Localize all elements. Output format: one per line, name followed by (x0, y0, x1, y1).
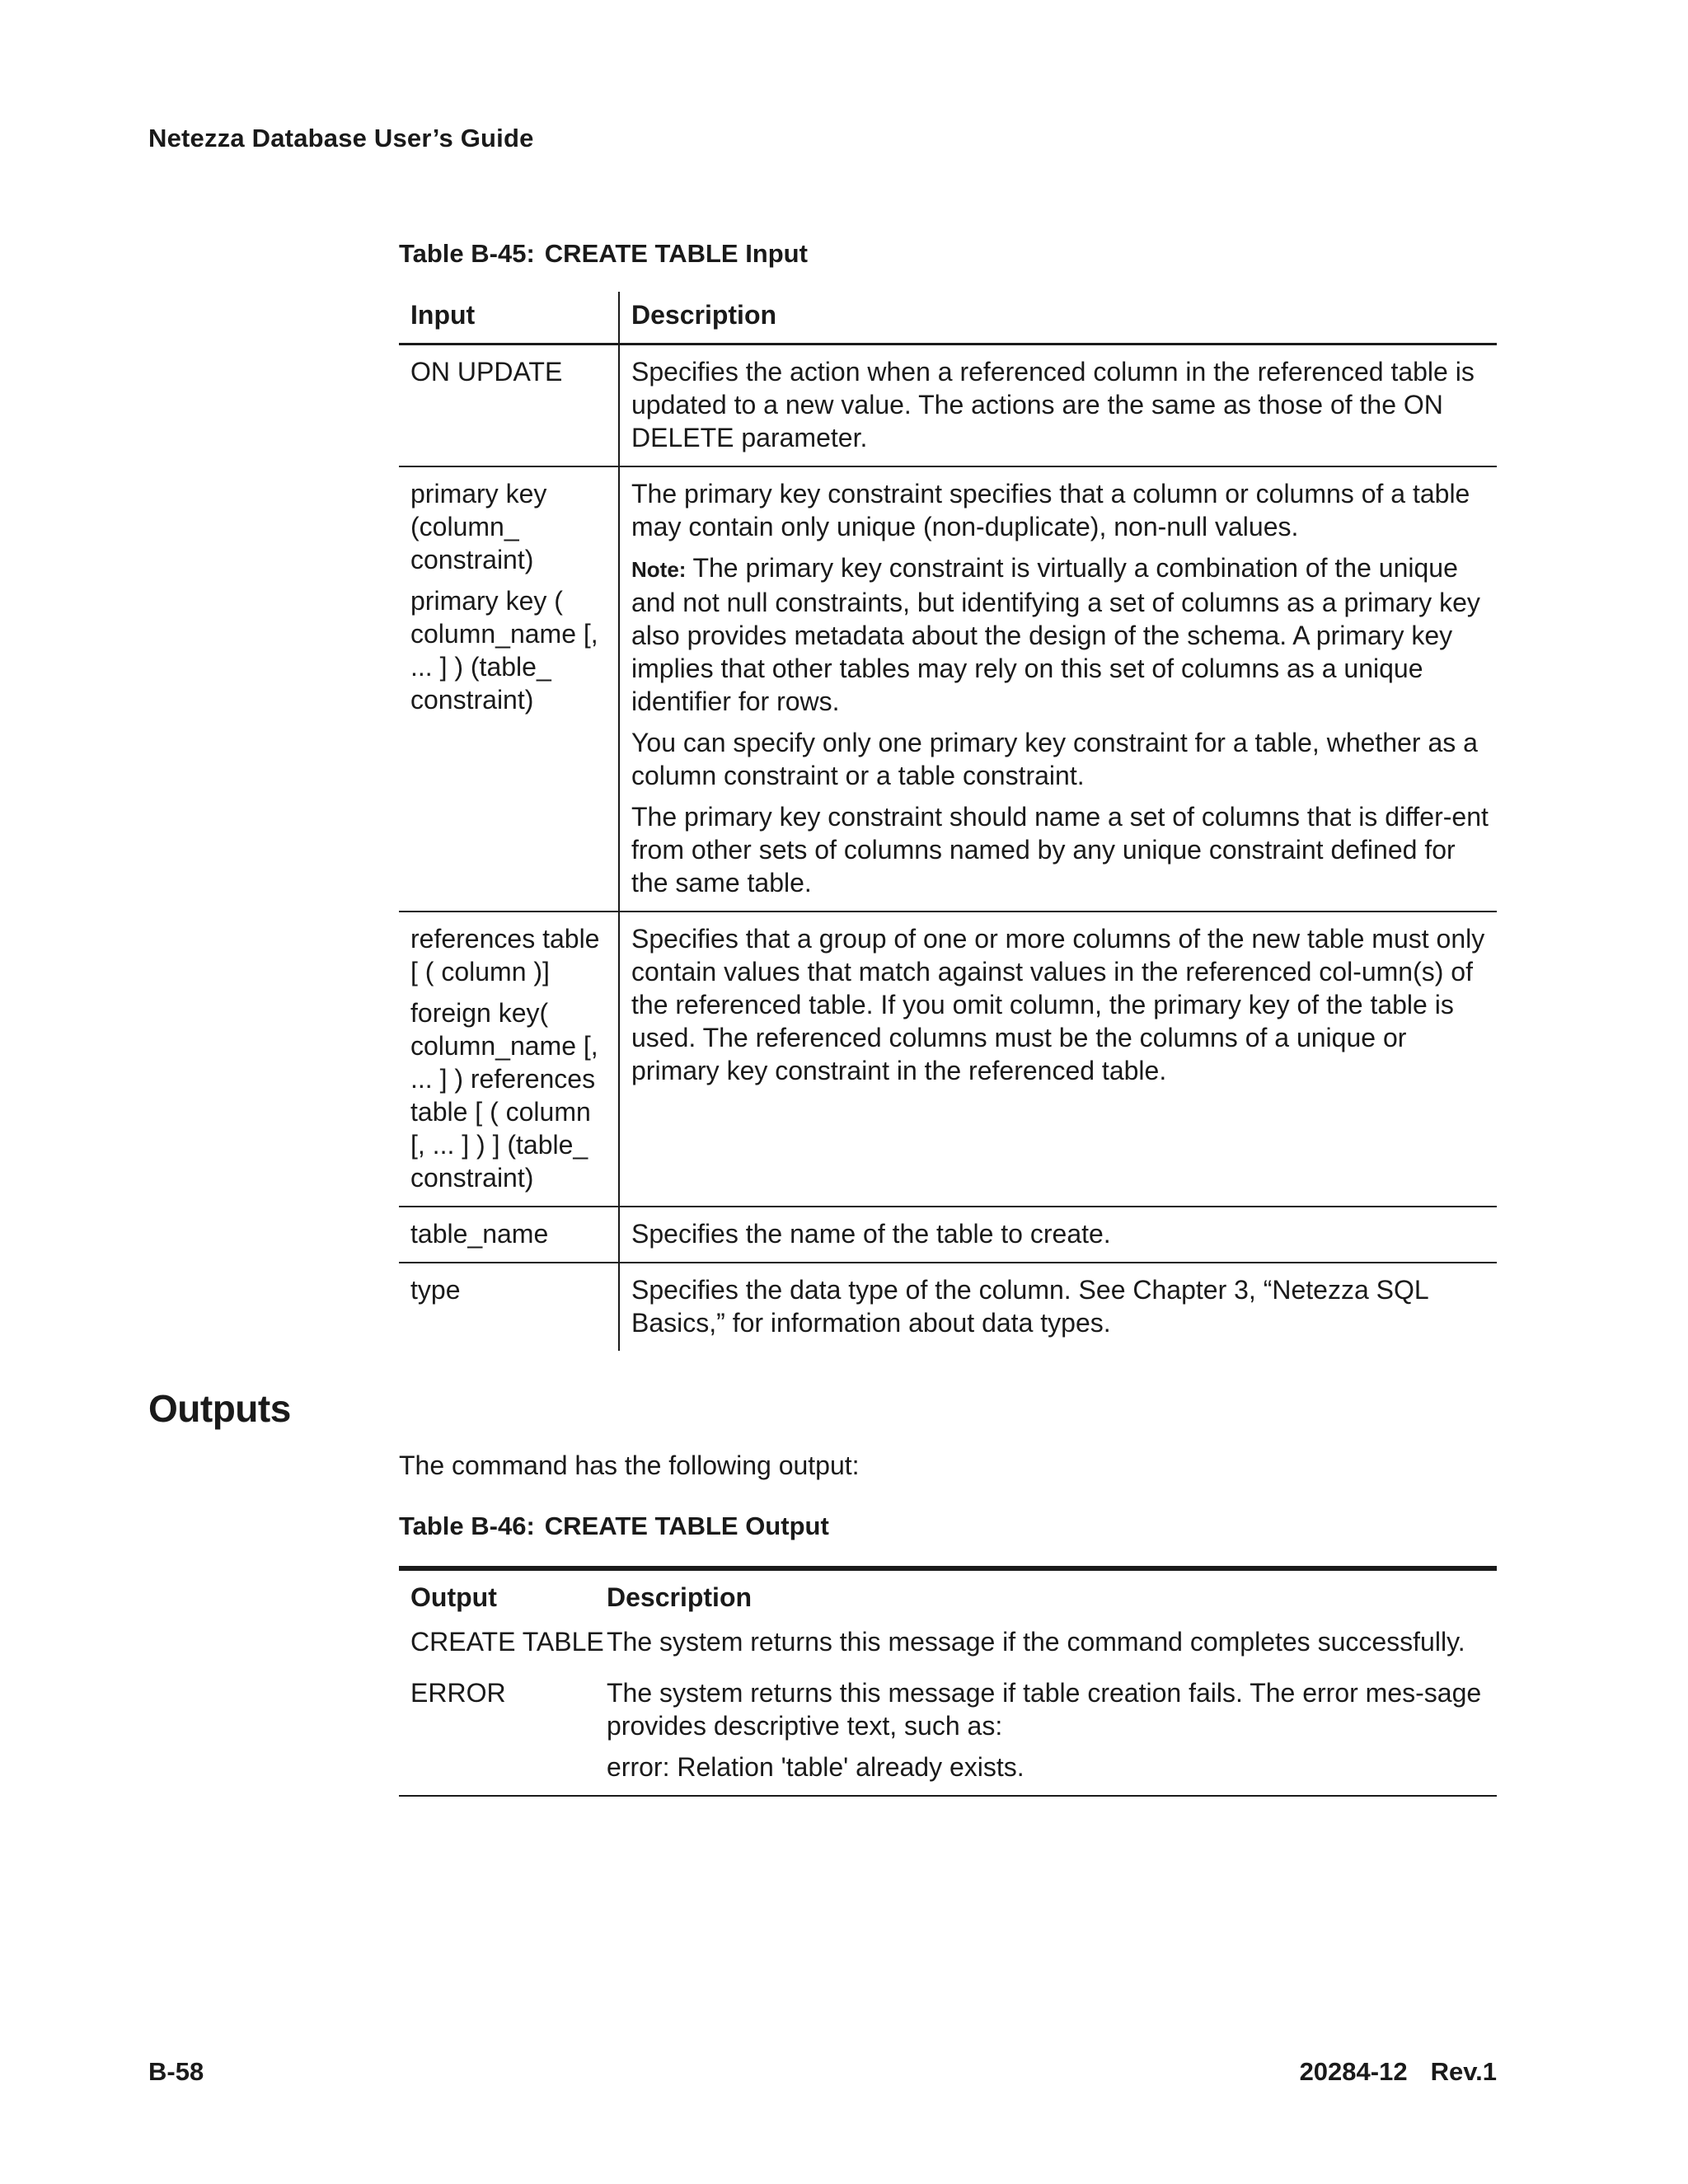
row-term: ERROR (410, 1678, 506, 1708)
row-description (607, 1625, 1497, 1658)
doc-number: 20284-12 (1299, 2057, 1408, 2086)
table-row (399, 1207, 1497, 1263)
outputs-heading: Outputs (148, 1387, 291, 1430)
row-term (399, 345, 620, 466)
row-term (399, 1263, 620, 1351)
row-description (620, 912, 1497, 1206)
description-text: Specifies the action when a referenced column in the referenced table is updated to a new value. The actions are the same as those of the ON DELETE parameter. (631, 357, 1475, 452)
row-description (620, 345, 1497, 466)
term-text: references table [ ( column )] (410, 924, 600, 987)
input-table-caption-number: Table B-45: (399, 239, 535, 268)
table-row (399, 912, 1497, 1207)
example-text: error: Relation 'table' already exists. (607, 1752, 1025, 1782)
input-column-header: Input (399, 292, 620, 343)
description-column-header: Description (631, 300, 777, 330)
table-row (399, 467, 1497, 912)
row-description (607, 1676, 1497, 1783)
output-column-header: Output (410, 1582, 497, 1612)
description-text: Specifies that a group of one or more columns of the new table must only contain values that match against values in the referenced col-umn(s) of the referenced table. If you omit column, the primary key of the table is used. The referenced columns must be the columns of a unique or primary key constraint in the referenced table. (631, 924, 1485, 1085)
note-label: Note: (631, 557, 687, 582)
description-text: Specifies the name of the table to create. (631, 1219, 1111, 1249)
row-description (620, 1207, 1497, 1262)
outputs-intro: The command has the following output: (399, 1451, 860, 1480)
description-text: Specifies the data type of the column. See Chapter 3, “Netezza SQL Basics,” for information about data types. (631, 1275, 1428, 1338)
term-text: foreign key( column_name [, ... ] ) references table [ ( column [, ... ] ) ] (table_ constraint) (410, 998, 598, 1193)
table-row (399, 345, 1497, 467)
term-text: primary key ( column_name [, ... ] ) (table_ constraint) (410, 586, 598, 715)
description-text: You can specify only one primary key constraint for a table, whether as a column constraint or a table constraint. (631, 728, 1478, 790)
row-term (399, 912, 620, 1206)
table-row (399, 1676, 1497, 1787)
input-table-header (399, 292, 1497, 345)
row-term (399, 467, 620, 911)
description-text: The system returns this message if table creation fails. The error mes-sage provides descriptive text, such as: (607, 1678, 1482, 1741)
table-row (399, 1263, 1497, 1351)
note-text: The primary key constraint is virtually a combination of the unique and not null constraints, but identifying a set of columns as a primary key also provides metadata about the design of the schema. A primary key implies that other tables may rely on this set of columns as a unique identifier for rows. (631, 553, 1480, 716)
output-table-header (399, 1571, 1497, 1625)
row-description (620, 467, 1497, 911)
note (631, 551, 1489, 718)
term-text: table_name (410, 1219, 549, 1249)
row-description (620, 1263, 1497, 1351)
term-text: type (410, 1275, 461, 1305)
row-term: CREATE TABLE (410, 1627, 604, 1657)
table-row (399, 1625, 1497, 1676)
running-header: Netezza Database User’s Guide (148, 124, 534, 152)
description-text: The primary key constraint specifies that a column or columns of a table may contain only unique (non-duplicate), non-null values. (631, 479, 1470, 541)
term-text: primary key (column_ constraint) (410, 479, 547, 574)
revision: Rev.1 (1430, 2057, 1497, 2086)
input-table-caption-title: CREATE TABLE Input (544, 239, 808, 268)
input-table (399, 292, 1497, 1351)
description-column-header: Description (607, 1582, 753, 1612)
term-text: ON UPDATE (410, 357, 563, 387)
description-text: The system returns this message if the command completes successfully. (607, 1627, 1465, 1657)
page-number: B-58 (148, 2057, 204, 2086)
output-table-caption (399, 1511, 829, 1541)
output-table (399, 1566, 1497, 1797)
output-table-caption-number: Table B-46: (399, 1511, 535, 1540)
input-table-caption (399, 239, 808, 269)
row-term (399, 1207, 620, 1262)
output-table-caption-title: CREATE TABLE Output (544, 1511, 829, 1540)
doc-reference (1300, 2057, 1497, 2087)
description-text: The primary key constraint should name a set of columns that is differ-ent from other sets of columns named by any unique constraint defined for the same table. (631, 802, 1489, 898)
